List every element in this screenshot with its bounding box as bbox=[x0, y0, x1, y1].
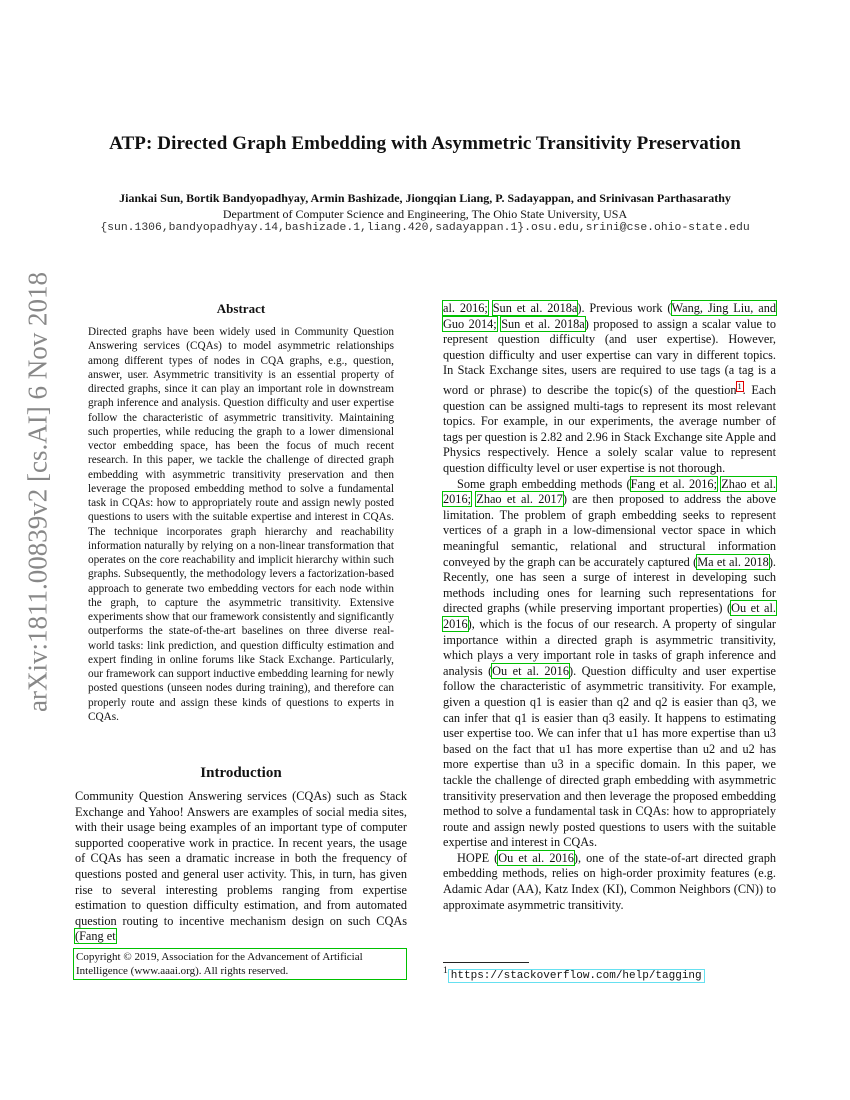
text-run: Some graph embedding methods ( bbox=[457, 476, 631, 491]
text-run: ). Question difficulty and user expertise follow the characteristic of asymmetric transitivity. For example, given a question q1 is easier than q2 and q2 is easier than q3, we can infer that q1 is easier than q3 easily. It happens to estimating user expertise too. We can infer that u1 has more expertise than u3 based on the fact that u1 has more expertise than u2 and u2 has more expertise than u3 in a specific domain. In this paper, we tackle the challenge of directed graph embedding with asymmetric transitivity preservation and then leverage the proposed embedding method to solve a fundamental task in CQAs: how to appropriately route and assign newly posted questions to users with the suitable expertise and interest in CQAs. bbox=[443, 663, 776, 850]
author-emails: {sun.1306,bandyopadhyay.14,bashizade.1,liang.420,sadayappan.1}.osu.edu,srini@cse.ohio-state.edu bbox=[100, 222, 750, 234]
citation-link[interactable]: Sun et al. 2018a bbox=[501, 316, 585, 331]
introduction-heading: Introduction bbox=[200, 765, 282, 781]
text-run: ), which is the focus of our research. A property of singular importance within a directed graph is asymmetric transitivity, which plays a very important role in tasks of graph inference and analysis ( bbox=[443, 616, 776, 678]
author-list: Jiankai Sun, Bortik Bandyopadhyay, Armin Bashizade, Jiongqian Liang, P. Sadayappan, and Srinivasan Parthasarathy bbox=[119, 191, 731, 205]
abstract-text: Directed graphs have been widely used in Community Question Answering services (CQAs) to model asymmetric relationships among different types of nodes in CQA graphs, e.g., question, answer, user. Asymmetric transitivity is an essential property of directed graphs, since it can play an important role in downstream graph inference and analysis. Question difficulty and user expertise follow the characteristic of asymmetric transitivity. Maintaining such properties, while reducing the graph to a lower dimensional vector embedding space, has been the focus of much recent research. In this paper, we tackle the challenge of directed graph embedding with asymmetric transitivity preservation and then leverage the proposed embedding method to solve a fundamental task in CQAs: how to appropriately route and assign newly posted questions to users with the suitable expertise and interest in CQAs. The technique incorporates graph hierarchy and reachability information naturally by relying on a non-linear transformation that operates on the core reachability and implicit hierarchy within such graphs. Subsequently, the methodology levers a factorization-based approach to generate two embedding vectors for each node within the graph, to capture the asymmetric transitivity. Extensive experiments show that our framework consistently and significantly outperforms the state-of-the-art baselines on three diverse real-world tasks: link prediction, and question difficulty estimation and expert finding in online forums like Stack Exchange. Particularly, our framework can support inductive embedding learning for newly posted questions (unseen nodes during training), and therefore can properly route and assign these kinds of questions to experts in CQAs. bbox=[88, 326, 394, 723]
footnote-ref-link[interactable]: 1 bbox=[737, 381, 742, 391]
text-run: ). Previous work ( bbox=[577, 301, 672, 315]
paragraph bbox=[443, 301, 776, 477]
text-run: ), one of the state-of-art directed graph embedding methods, relies on high-order proximity features (e.g. Adamic Adar (AA), Katz Index (KI), Common Neighbors (CN)) to approximate asymmetric transitivity. bbox=[443, 850, 777, 912]
copyright-notice[interactable]: Copyright © 2019, Association for the Advancement of Artificial Intelligence (www.aaai.org). All rights reserved. bbox=[73, 948, 407, 980]
footnote bbox=[443, 965, 705, 982]
text-run: . Each question can be assigned multi-tags to represent its most relevant topics. For example, in our experiments, the average number of tags per question is 2.82 and 2.96 in Stack Exchange site Apple and Physics respectively. Hence a solely scalar value to represent question difficulty level or user expertise is not thorough. bbox=[443, 383, 776, 476]
citation-link[interactable]: Ou et al. 2016 bbox=[492, 663, 569, 678]
citation-link[interactable]: Wang, Jing Liu, and Guo 2014; bbox=[443, 301, 776, 331]
citation-link[interactable]: Zhao et al. 2017 bbox=[476, 492, 563, 507]
paragraph bbox=[443, 477, 776, 851]
introduction-text bbox=[75, 789, 407, 945]
citation-link[interactable]: al. 2016; bbox=[443, 301, 488, 315]
footnote-mark: 1 bbox=[443, 965, 448, 976]
footnote-url-link[interactable]: https://stackoverflow.com/help/tagging bbox=[448, 969, 705, 983]
paragraph bbox=[443, 851, 776, 913]
citation-link[interactable]: Ou et al. 2016 bbox=[498, 850, 574, 865]
text-run: ). Recently, one has seen a surge of interest in developing such methods including ones for learning such representations for directed graphs (while preserving important properties) ( bbox=[443, 554, 776, 616]
right-column bbox=[443, 301, 776, 913]
paper-title: ATP: Directed Graph Embedding with Asymmetric Transitivity Preservation bbox=[109, 133, 741, 154]
footnote-divider bbox=[443, 962, 529, 963]
citation-link[interactable]: Ma et al. 2018 bbox=[697, 554, 769, 569]
affiliation: Department of Computer Science and Engineering, The Ohio State University, USA bbox=[222, 207, 628, 221]
citation-link[interactable]: Ou et al. 2016 bbox=[443, 601, 776, 631]
citation-link[interactable]: Sun et al. 2018a bbox=[492, 301, 578, 315]
citation-link[interactable]: Fang et al. 2016; bbox=[630, 476, 717, 491]
arxiv-identifier: arXiv:1811.00839v2 [cs.AI] 6 Nov 2018 bbox=[22, 272, 53, 712]
citation-link[interactable]: Zhao et al. 2016; bbox=[443, 476, 776, 507]
text-run: ) are then proposed to address the above limitation. The problem of graph embedding seeks to represent vertices of a graph in a low-dimensional vector space in which meaningful semantic, relational and structural information conveyed by the graph can be accurately captured ( bbox=[443, 492, 777, 569]
arxiv-sidebar bbox=[16, 272, 60, 712]
text-run: ) proposed to assign a scalar value to represent question difficulty (and user expertise). However, question difficulty and user expertise can vary in different topics. In Stack Exchange sites, users are required to use tags (a tag is a word or phrase) to describe the topic(s) of the question bbox=[443, 316, 776, 398]
citation-link[interactable]: (Fang et bbox=[75, 929, 116, 944]
text-run: HOPE ( bbox=[457, 850, 499, 865]
introduction-paragraph: Community Question Answering services (CQAs) such as Stack Exchange and Yahoo! Answers are examples of social media sites, with their usage being examples of an important type of computer supported cooperative work in practice. In recent years, the usage of CQAs has seen a dramatic increase in both the frequency of questions posted and general user activity. This, in turn, has given rise to several interesting problems ranging from expertise estimation to question difficulty estimation, and from automated question routing to incentive mechanism design on such CQAs bbox=[75, 789, 407, 928]
abstract-heading: Abstract bbox=[216, 301, 266, 316]
